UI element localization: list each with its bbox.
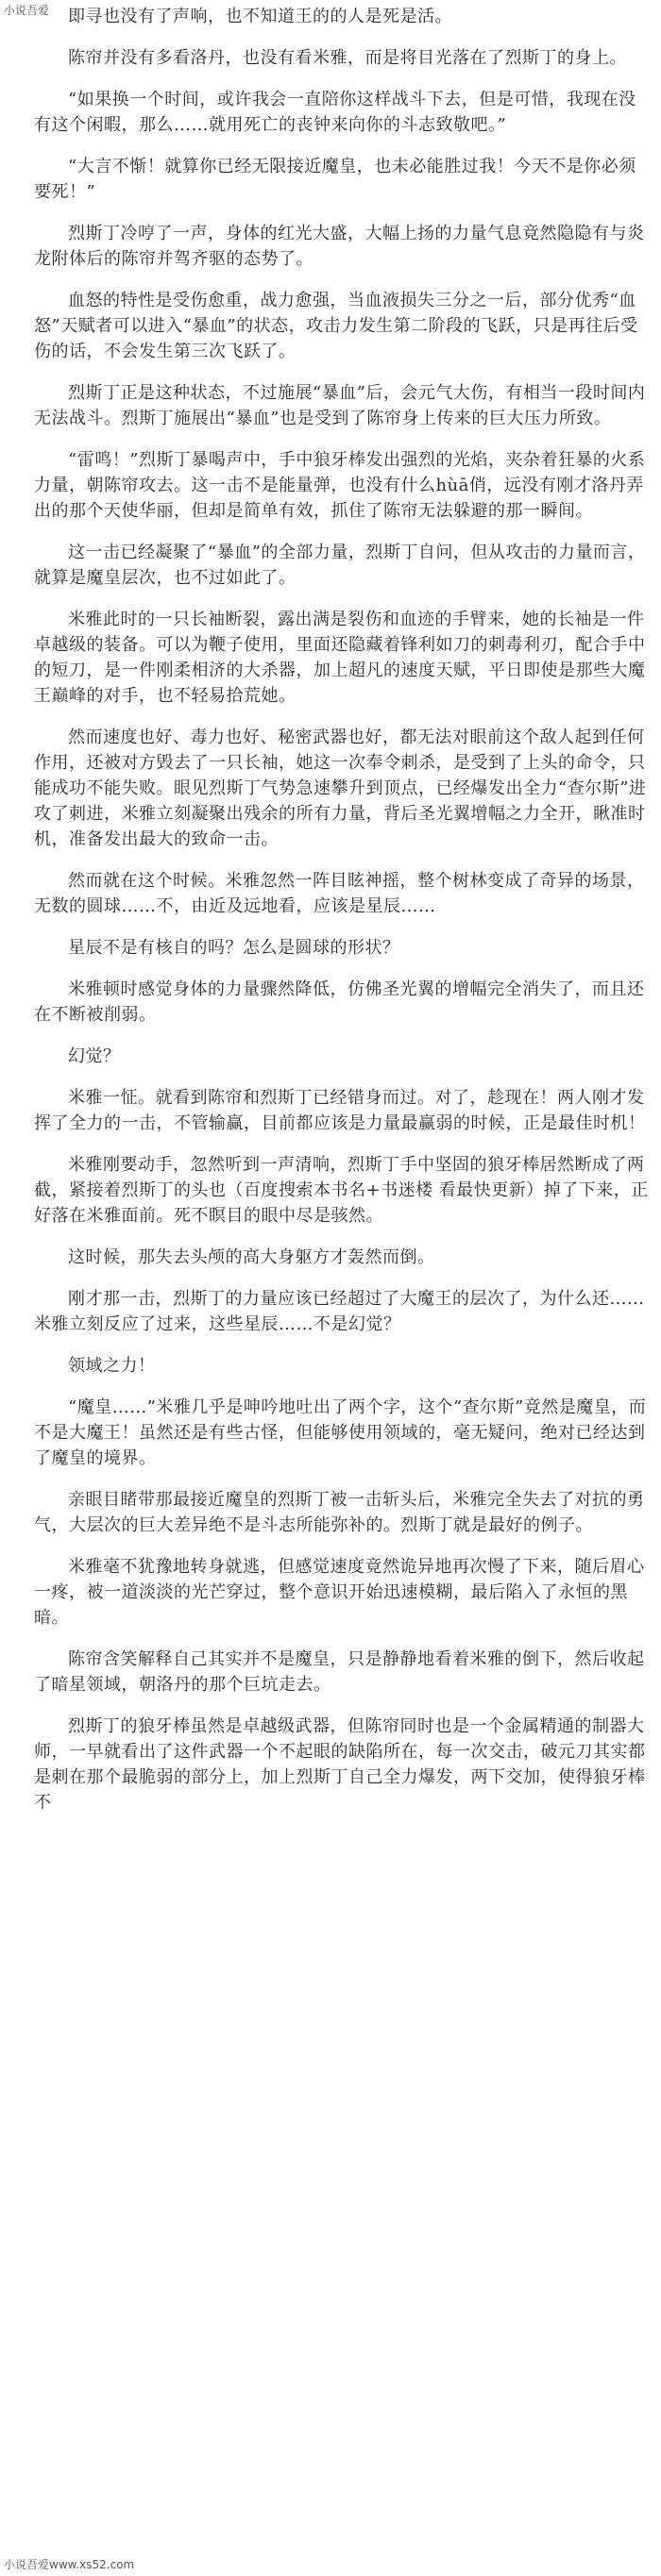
paragraph: 这时候，那失去头颅的高大身躯方才轰然而倒。 xyxy=(68,1247,435,1267)
paragraph: 这一击已经凝聚了“暴血”的全部力量，烈斯丁自问，但从攻击的力量而言，就算是魔皇层次，也不过如此了。 xyxy=(34,543,646,588)
paragraph: 米雅此时的一只长袖断裂，露出满是裂伤和血迹的手臂来，她的长袖是一件卓越级的装备。可以为鞭子使用，里面还隐藏着锋利如刀的刺毒利刃，配合手中的短刀，是一件刚柔相济的大杀器，加上超凡的速度天赋，平日即使是那些大魔王巅峰的对手，也不轻易拾荒她。 xyxy=(34,610,646,706)
paragraph: 然而速度也好、毒力也好、秘密武器也好，都无法对眼前这个敌人起到任何作用，还被对方毁去了一只长袖，她这一次奉令刺杀，是受到了上头的命令，只能成功不能失败。眼见烈斯丁气势急速攀升到顶点，已经爆发出全力“查尔斯”进攻了刺进，米雅立刻凝聚出残余的所有力量，背后圣光翼增幅之力全开，瞅准时机，准备发出最大的致命一击。 xyxy=(34,728,647,849)
paragraph: “如果换一个时间，或许我会一直陪你这样战斗下去，但是可惜，我现在没有这个闲暇，那么……就用死亡的丧钟来向你的斗志致敬吧。” xyxy=(34,90,636,135)
chapter-text xyxy=(34,4,650,2553)
paragraph: “雷鸣！”烈斯丁暴喝声中，手中狼牙棒发出强烈的光焰，夹杂着狂暴的火系力量，朝陈帘攻去。这一击不是能量弹，也没有什么hùā俏，远没有刚才洛丹弄出的那个天使华丽，但却是简单有效，抓住了陈帘无法躲避的那一瞬间。 xyxy=(34,450,646,521)
paragraph: 领域之力！ xyxy=(68,1356,156,1376)
paragraph: “大言不惭！就算你已经无限接近魔皇，也未必能胜过我！今天不是你必须要死！” xyxy=(34,157,636,202)
paragraph: “魔皇……”米雅几乎是呻吟地吐出了两个字，这个“查尔斯”竟然是魔皇，而不是大魔王！虽然还是有些古怪，但能够使用领域的，毫无疑问，绝对已经达到了魔皇的境界。 xyxy=(34,1397,647,1468)
site-watermark-top: 小说吾爱 xyxy=(4,4,50,17)
paragraph: 米雅顿时感觉身体的力量骤然降低，仿佛圣光翼的增幅完全消失了，而且还在不断被削弱。 xyxy=(34,979,645,1025)
paragraph: 陈帘含笑解释自己其实并不是魔皇，只是静静地看着米雅的倒下，然后收起了暗星领域，朝洛丹的那个巨坑走去。 xyxy=(34,1649,645,1695)
paragraph: 陈帘并没有多看洛丹，也没有看米雅，而是将目光落在了烈斯丁的身上。 xyxy=(68,48,627,68)
paragraph: 星辰不是有核自的吗？怎么是圆球的形状？ xyxy=(68,938,400,958)
paragraph: 幻觉？ xyxy=(68,1046,121,1066)
paragraph: 然而就在这个时候。米雅忽然一阵目眩神摇，整个树林变成了奇异的场景，无数的圆球……不，由近及远地看，应该是星辰…… xyxy=(34,871,645,916)
paragraph: 亲眼目睹带那最接近魔皇的烈斯丁被一击斩头后，米雅完全失去了对抗的勇气，大层次的巨大差异绝不是斗志所能弥补的。烈斯丁就是最好的例子。 xyxy=(34,1490,645,1535)
paragraph: 米雅毫不犹豫地转身就逃，但感觉速度竟然诡异地再次慢了下来，随后眉心一疼，被一道淡淡的光芒穿过，整个意识开始迅速模糊，最后陷入了永恒的黑暗。 xyxy=(34,1557,645,1628)
paragraph: 血怒的特性是受伤愈重，战力愈强，当血液损失三分之一后，部分优秀“血怒”天赋者可以进入“暴血”的状态，攻击力发生第二阶段的飞跃，只是再往后受伤的话，不会发生第三次飞跃了。 xyxy=(34,291,638,361)
paragraph: 刚才那一击，烈斯丁的力量应该已经超过了大魔王的层次了，为什么还……米雅立刻反应了过来，这些星辰……不是幻觉？ xyxy=(34,1289,645,1334)
paragraph: 烈斯丁冷哼了一声，身体的红光大盛，大幅上扬的力量气息竟然隐隐有与炎龙附体后的陈帘并驾齐驱的态势了。 xyxy=(34,224,645,269)
paragraph: 烈斯丁的狼牙棒虽然是卓越级武器，但陈帘同时也是一个金属精通的制器大师，一早就看出了这件武器一个不起眼的缺陷所在，每一次交击，破元刀其实都是刺在那个最脆弱的部分上，加上烈斯丁自己全力爆发，两下交加，使得狼牙棒不 xyxy=(34,1716,646,1813)
paragraph: 即寻也没有了声响，也不知道王的的人是死是活。 xyxy=(68,7,452,26)
paragraph: 烈斯丁正是这种状态，不过施展“暴血”后，会元气大伤，有相当一段时间内无法战斗。烈斯丁施展出“暴血”也是受到了陈帘身上传来的巨大压力所致。 xyxy=(34,383,646,428)
paragraph: 米雅刚要动手，忽然听到一声清响，烈斯丁手中坚固的狼牙棒居然断成了两截，紧接着烈斯丁的头也（百度搜索本书名+书迷楼 看最快更新）掉了下来，正好落在米雅面前。死不瞑目的眼中尽是骇然。 xyxy=(34,1155,649,1226)
paragraph: 米雅一怔。就看到陈帘和烈斯丁已经错身而过。对了，趁现在！两人刚才发挥了全力的一击，不管输赢，目前都应该是力量最赢弱的时候，正是最佳时机！ xyxy=(34,1088,646,1133)
site-watermark-bottom: 小说吾爱www.xs52.com xyxy=(4,2558,135,2571)
